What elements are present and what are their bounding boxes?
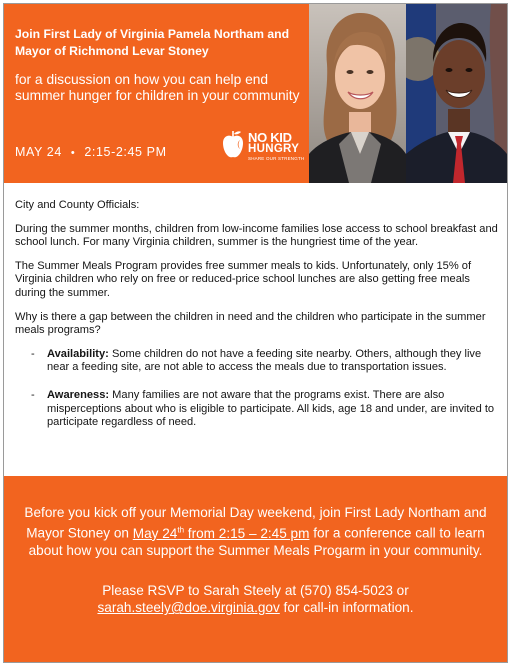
list-item: [15, 348, 499, 375]
invitation-text: Before you kick off your Memorial Day weekend, join First Lady Northam and Mayor Stoney on: [24, 505, 487, 541]
header-title: Join First Lady of Virginia Pamela Northam and Mayor of Richmond Levar Stoney: [15, 27, 290, 58]
invitation-text-end: for a conference call to learn about how you can support the Summer Meals Progarm in your community.: [28, 525, 485, 558]
rsvp-info: [24, 582, 487, 616]
no-kid-hungry-logo: [220, 130, 310, 164]
bullet-dash: -: [31, 347, 35, 360]
call-date: May 24: [132, 525, 178, 541]
bullet-dash: -: [31, 388, 35, 401]
apple-icon: [222, 130, 244, 160]
footer-banner: [4, 476, 507, 662]
bullet-text-awareness: Many families are not aware that the programs exist. There are also misperceptions about who is eligible to participate. All kids, age 18 and under, are invited to participate regardless of need.: [47, 388, 495, 429]
bullet-term-availability: Availability:: [47, 347, 109, 360]
call-invitation: [24, 504, 487, 559]
paragraph-1: During the summer months, children from low-income families lose access to school breakfast and school lunch. For many Virginia children, summer is the hungriest time of the year.: [15, 222, 498, 249]
logo-line1: NO KID: [248, 130, 292, 145]
call-time: from 2:15 – 2:45 pm: [184, 525, 310, 541]
event-datetime: [15, 145, 167, 159]
paragraph-3: Why is there a gap between the children in need and the children who participate in the summer meals programs?: [15, 310, 486, 337]
salutation: City and County Officials:: [15, 199, 140, 211]
reasons-list: [15, 348, 499, 430]
rsvp-text-end: for call-in information.: [279, 600, 414, 616]
separator-dot: •: [70, 147, 76, 159]
photo-levar-stoney: [406, 4, 507, 183]
header-subtitle: for a discussion on how you can help end summer hunger for children in your community: [15, 72, 300, 103]
rsvp-text: Please RSVP to Sarah Steely at (570) 854-5023 or: [102, 583, 409, 598]
flyer-page: [3, 3, 508, 663]
event-date: MAY 24: [15, 145, 62, 159]
list-item: [15, 389, 499, 430]
bullet-text-availability: Some children do not have a feeding site nearby. Others, although they live near a feeding site, are not able to access the meals due to transportation issues.: [47, 347, 482, 374]
letter-body: [15, 199, 499, 444]
logo-tagline: SHARE OUR STRENGTH: [248, 156, 305, 161]
event-time: 2:15-2:45 PM: [84, 145, 167, 159]
header-banner: [4, 4, 507, 183]
logo-line2: HUNGRY: [248, 143, 300, 155]
photo-pamela-northam: [309, 4, 406, 183]
paragraph-2: The Summer Meals Program provides free summer meals to kids. Unfortunately, only 15% of Virginia children who rely on free or reduced-price school lunches are also getting free meals during the summer.: [15, 259, 472, 299]
call-date-time: [133, 526, 310, 541]
rsvp-email-link[interactable]: sarah.steely@doe.virginia.gov: [97, 600, 280, 616]
date-suffix: th: [177, 525, 185, 535]
bullet-term-awareness: Awareness:: [47, 388, 110, 401]
